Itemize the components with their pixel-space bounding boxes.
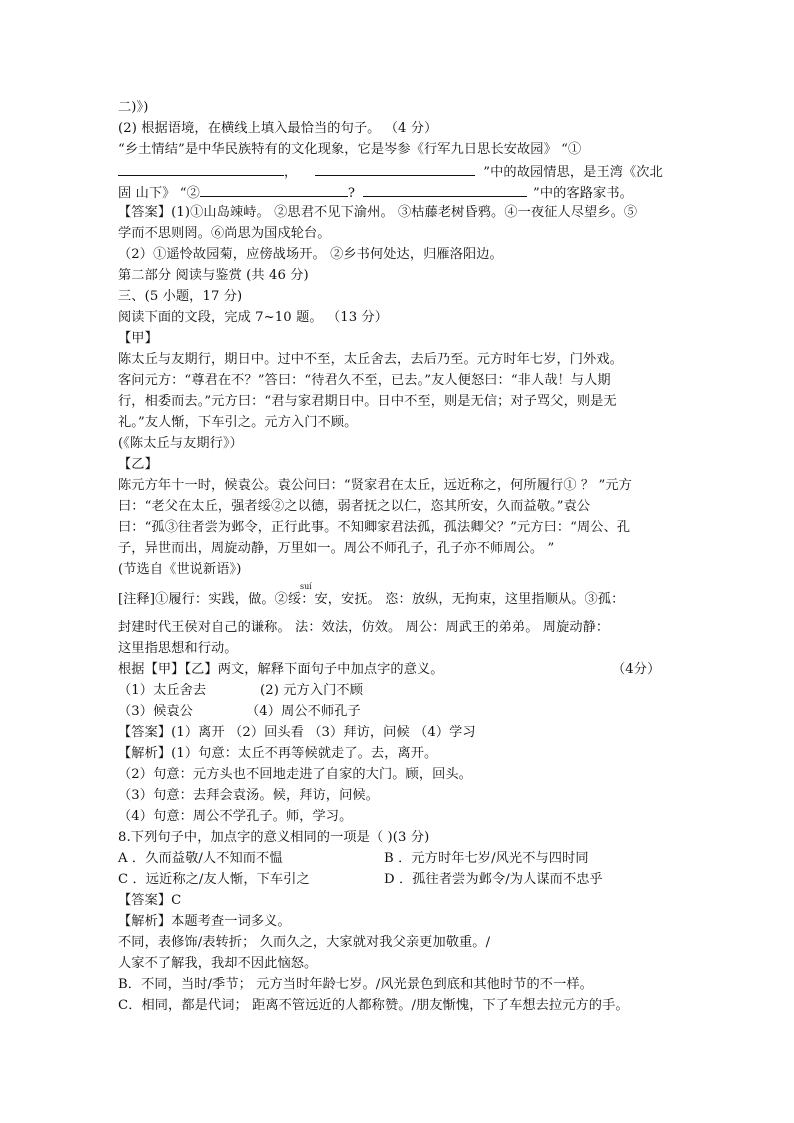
option-b: B ．元方时年七岁/风光不与四时同 xyxy=(384,851,589,866)
sub-question-row xyxy=(118,704,678,720)
analysis-line: 不同，表修饰/表转折； 久而久之，大家就对我父亲更加敬重。/ xyxy=(118,935,491,950)
question-score: （4分） xyxy=(612,662,661,677)
source-line: (节选自《世说新语》) xyxy=(118,562,242,577)
pinyin-annotation: suí xyxy=(300,582,312,591)
text-fragment: ”中的故园情思，是王湾《次北 xyxy=(483,165,663,180)
text-fragment: 固 山下》 “② xyxy=(118,186,200,201)
option-c: C ．远近称之/友人惭，下车引之 xyxy=(118,872,310,887)
sub-question: （4）周公不师孔子 xyxy=(246,704,361,719)
instruction-line: 阅读下面的文段，完成 7~10 题。 （13 分） xyxy=(118,310,389,325)
answer-line: 【答案】(1）离开 （2）回头看 （3）拜访，问候 （4）学习 xyxy=(118,725,476,740)
fill-blank-line-2 xyxy=(118,184,678,202)
section-heading: 三、(5 小题，17 分) xyxy=(118,289,243,304)
analysis-line: （3）句意：去拜会袁汤。候，拜访，问候。 xyxy=(118,788,379,803)
notes-line: [注释]①履行：实践，做。②绥：安，安抚。 恣：放纵，无拘束，这里指顺从。③孤： xyxy=(118,592,625,607)
analysis-line: （2）句意：元方头也不回地走进了自家的大门。顾，回头。 xyxy=(118,767,472,782)
text-fragment: ”中的客路家书。 xyxy=(533,186,633,201)
answer-blank[interactable] xyxy=(315,163,475,176)
answer-line: （2）①遥怜故园菊，应傍战场开。 ②乡书何处达，归雁洛阳边。 xyxy=(118,247,503,262)
passage-line: 曰：“孤③往者尝为邺令，正行此事。不知卿家君法孤，孤法卿父？”元方曰：“周公、孔 xyxy=(118,520,631,535)
passage-line: 行，相委而去。”元方曰：“君与家君期日中。日中不至，则是无信；对子骂父，则是无 xyxy=(118,394,617,409)
question-line: 8.下列句子中，加点字的意义相同的一项是（ )(3 分) xyxy=(118,830,430,845)
analysis-line: 人家不了解我，我却不因此恼怒。 xyxy=(118,956,318,971)
analysis-line: （4）句意：周公不学孔子。师，学习。 xyxy=(118,809,353,824)
option-a: A ．久而益敬/人不知而不愠 xyxy=(118,851,283,866)
option-row xyxy=(118,851,678,867)
answer-blank[interactable] xyxy=(363,184,527,197)
answer-line: 【答案】C xyxy=(118,893,182,908)
notes-line: 封建时代王侯对自己的谦称。 法：效法，仿效。 周公：周武王的弟弟。 周旋动静： xyxy=(118,620,610,635)
sub-question: （1）太丘舍去 xyxy=(118,683,207,698)
analysis-line: C．相同，都是代词； 距离不管远近的人都称赞。/朋友惭愧，下了车想去拉元方的手。 xyxy=(118,998,629,1013)
passage-line: 礼。”友人惭，下车引之。元方入门不顾。 xyxy=(118,415,358,430)
answer-blank[interactable] xyxy=(200,184,348,197)
section-heading: 第二部分 阅读与鉴赏 (共 46 分) xyxy=(118,268,309,283)
analysis-line: 【解析】本题考查一词多义。 xyxy=(118,914,291,929)
question-text: 根据【甲】【乙】两文，解释下面句子中加点字的意义。 xyxy=(118,662,444,677)
passage-label: 【乙】 xyxy=(118,457,158,472)
passage-line: 客问元方：“尊君在不？”答曰：“待君久不至，已去。”友人便怒曰：“非人哉！与人期 xyxy=(118,373,611,388)
text-line: 二)》) xyxy=(118,100,149,115)
sub-question: （3）候袁公 xyxy=(118,704,193,719)
text-line: “乡土情结”是中华民族特有的文化现象，它是岑参《行军九日思长安故园》 “① xyxy=(118,142,582,157)
passage-line: 子，异世而出，周旋动静，万里如一。周公不师孔子，孔子亦不师周公。 ” xyxy=(118,541,555,556)
analysis-line: B．不同，当时/季节； 元方当时年龄七岁。/风光景色到底和其他时节的不一样。 xyxy=(118,977,593,992)
option-row xyxy=(118,872,678,888)
question-heading: (2) 根据语境，在横线上填入最恰当的句子。 （4 分） xyxy=(118,121,438,136)
passage-line: 曰：“老父在太丘，强者绥②之以德，弱者抚之以仁，恣其所安，久而益敬。”袁公 xyxy=(118,499,591,514)
option-d: D ．孤往者尝为邺令/为人谋而不忠乎 xyxy=(384,872,603,887)
text-fragment: ， xyxy=(284,165,298,180)
source-line: (《陈太丘与友期行》） xyxy=(118,436,243,451)
answer-line: 【答案】(1)①山岛竦峙。 ②思君不见下渝州。 ③枯藤老树昏鸦。④一夜征人尽望乡。⑤ xyxy=(118,205,638,220)
answer-blank[interactable] xyxy=(118,163,284,176)
question-line xyxy=(118,662,678,678)
sub-question-row xyxy=(118,683,678,699)
answer-line: 学而不思则罔。⑥尚思为国戍轮台。 xyxy=(118,226,331,241)
passage-line: 陈太丘与友期行，期日中。过中不至，太丘舍去，去后乃至。元方时年七岁，门外戏。 xyxy=(118,352,623,367)
passage-line: 陈元方年十一时，候袁公。袁公问曰：“贤家君在太丘，远近称之，何所履行① ？ ”元方 xyxy=(118,478,632,493)
notes-line: 这里指思想和行动。 xyxy=(118,641,238,656)
text-fragment: ? xyxy=(347,186,356,201)
fill-blank-line-1 xyxy=(118,163,678,181)
passage-label: 【甲】 xyxy=(118,331,158,346)
analysis-line: 【解析】(1）句意：太丘不再等候就走了。去，离开。 xyxy=(118,746,438,761)
sub-question: (2) 元方入门不顾 xyxy=(260,683,363,698)
